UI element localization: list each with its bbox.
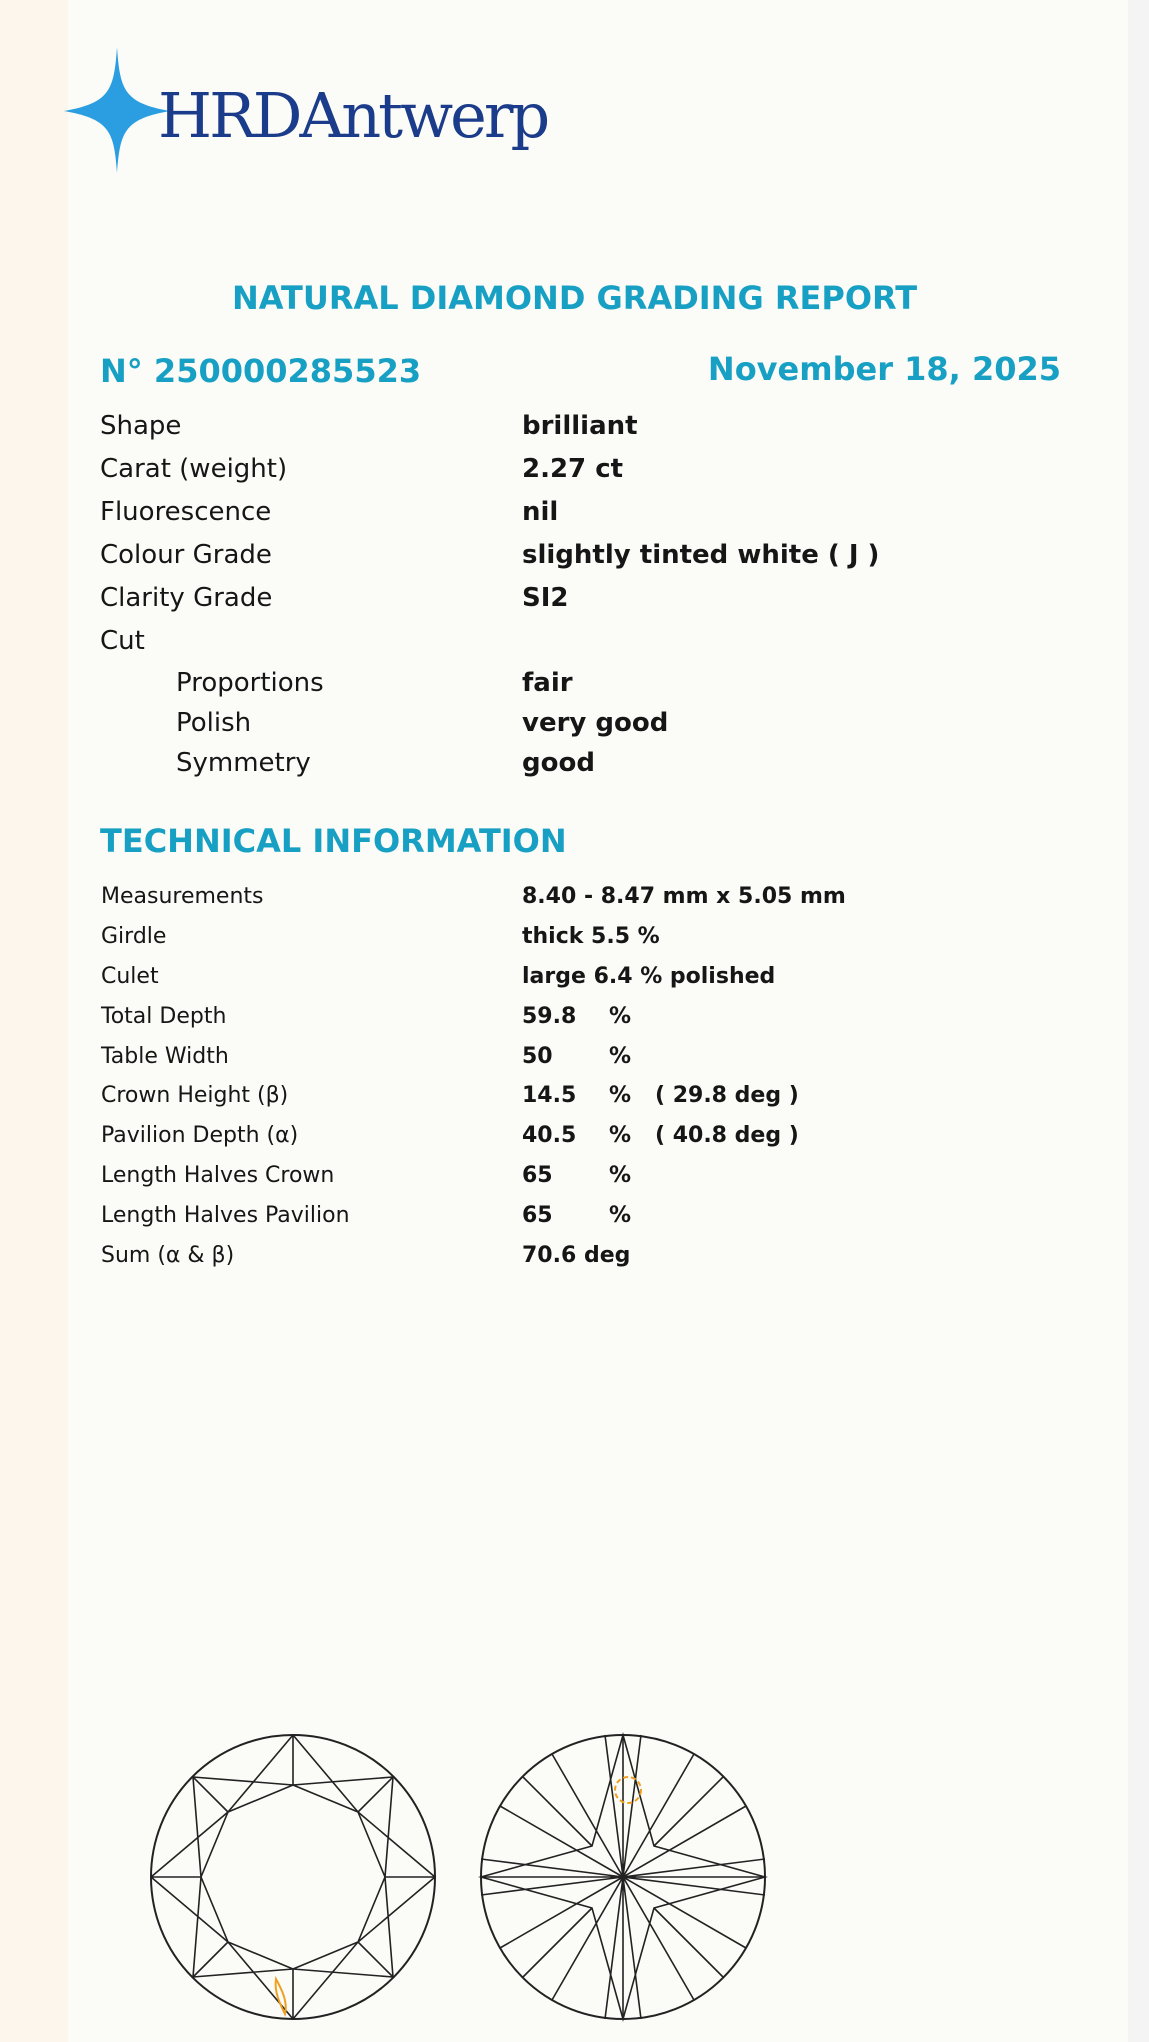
grading-value: slightly tinted white ( J ) [522,540,880,570]
technical-value: 40.5 [522,1123,577,1149]
report-title: NATURAL DIAMOND GRADING REPORT [231,279,918,317]
technical-angle: ( 40.8 deg ) [655,1123,799,1149]
grading-row-proportions [100,663,1000,703]
technical-row [101,1037,901,1077]
technical-unit: % [609,1203,632,1229]
technical-row [101,877,901,917]
technical-label: Length Halves Crown [101,1163,335,1189]
technical-row [101,1156,901,1196]
star-icon [62,45,172,175]
cloud-inclusion-icon [615,1777,641,1803]
logo-wordmark: HRDAntwerp [158,79,548,152]
technical-label: Crown Height (β) [101,1083,289,1109]
technical-label: Length Halves Pavilion [101,1203,350,1229]
report-date: November 18, 2025 [707,350,1061,388]
grading-row-cut [100,620,1000,663]
technical-label: Sum (α & β) [101,1243,235,1269]
technical-label: Girdle [101,923,167,949]
technical-value: 59.8 [522,1003,577,1029]
report-number: N° 250000285523 [100,352,422,390]
grading-value: brilliant [522,411,638,441]
technical-row [101,997,901,1037]
technical-value: 70.6 deg [522,1243,631,1269]
grading-row-carat [100,448,1000,491]
technical-value: thick 5.5 % [522,923,660,949]
grading-label: Cut [100,626,145,656]
technical-row [101,917,901,957]
grading-value: good [522,748,595,778]
technical-label: Measurements [101,884,264,909]
grading-row-shape [100,405,1000,448]
technical-unit: % [609,1123,632,1149]
technical-information-heading: TECHNICAL INFORMATION [100,822,567,860]
grading-label: Symmetry [176,748,311,778]
grading-value: 2.27 ct [522,454,624,484]
technical-row [101,957,901,997]
grading-label: Colour Grade [100,540,272,570]
grading-row-clarity [100,577,1000,620]
grading-row-fluorescence [100,491,1000,534]
technical-value: 8.40 - 8.47 mm x 5.05 mm [522,884,846,909]
technical-table [101,877,901,1276]
technical-value: 50 [522,1043,553,1069]
pavilion-plot-diagram-icon [478,1732,768,2022]
crown-plot-diagram-icon [148,1732,438,2022]
technical-label: Table Width [101,1043,229,1069]
technical-value: 14.5 [522,1083,577,1109]
grading-value: nil [522,497,559,527]
technical-angle: ( 29.8 deg ) [655,1083,799,1109]
technical-label: Total Depth [101,1003,227,1029]
grading-value: SI2 [522,583,569,613]
hrd-logo [62,45,622,185]
grading-label: Proportions [176,668,324,698]
grading-value: fair [522,668,573,698]
technical-value: 65 [522,1203,553,1229]
grading-label: Polish [176,708,252,738]
technical-value: 65 [522,1163,553,1189]
grading-label: Fluorescence [100,497,272,527]
technical-label: Pavilion Depth (α) [101,1123,299,1149]
grading-label: Carat (weight) [100,454,288,484]
grading-label: Shape [100,411,182,441]
grading-value: very good [522,708,669,738]
technical-unit: % [609,1043,632,1069]
technical-row [101,1076,901,1116]
technical-row [101,1236,901,1276]
technical-unit: % [609,1003,632,1029]
technical-value: large 6.4 % polished [522,963,776,989]
technical-unit: % [609,1083,632,1109]
technical-unit: % [609,1163,632,1189]
technical-row [101,1116,901,1156]
technical-row [101,1196,901,1236]
grading-table [100,405,1000,783]
grading-row-polish [100,703,1000,743]
grading-row-symmetry [100,743,1000,783]
technical-label: Culet [101,963,159,989]
grading-row-colour [100,534,1000,577]
grading-label: Clarity Grade [100,583,273,613]
